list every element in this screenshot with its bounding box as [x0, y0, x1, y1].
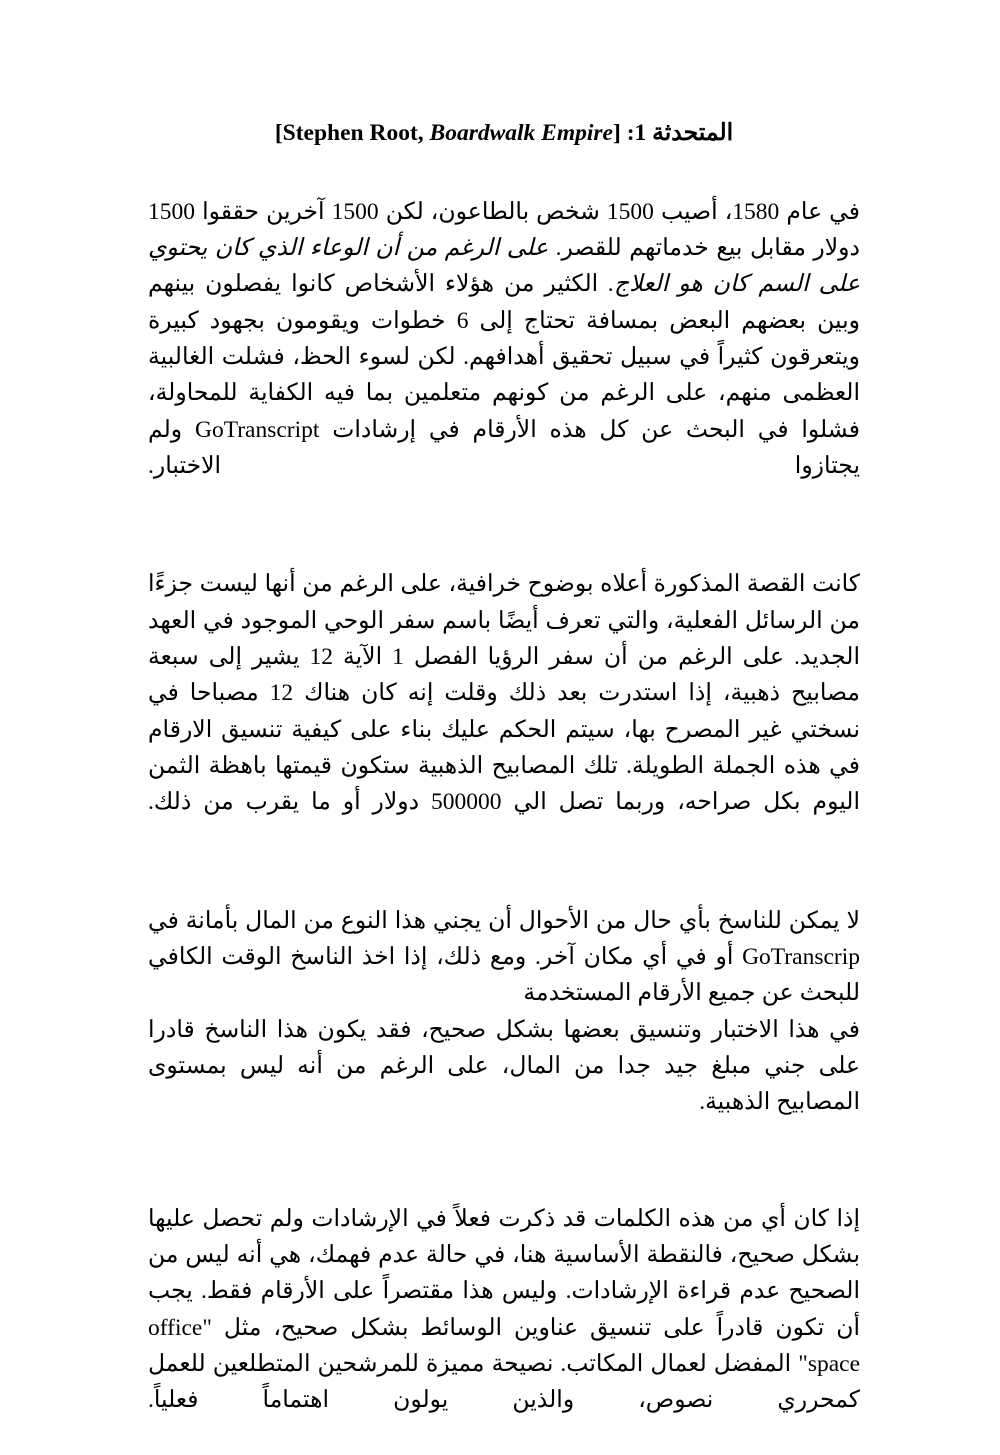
work-title: Boardwalk Empire	[429, 120, 613, 146]
paragraph-3	[148, 903, 860, 1157]
paragraph-1-segment-italic: على الرغم من أن الوعاء الذي كان يحتوي على السم كان هو العلاج.	[148, 235, 860, 298]
speaker-label: المتحدثة 1:	[626, 120, 734, 146]
paragraph-4	[148, 1201, 860, 1455]
paragraph-3-line-2: في هذا الاختبار وتنسيق بعضها بشكل صحيح، فقد يكون هذا الناسخ قادرا على جني مبلغ جيد جدا من المال، على الرغم من أنه ليس بمستوى المصابيح الذهبية.	[148, 1016, 860, 1116]
actor-name: Stephen Root,	[282, 120, 424, 146]
paragraph-2	[148, 566, 860, 856]
paragraph-3-line-1: لا يمكن للناسخ بأي حال من الأحوال أن يجني هذا النوع من المال بأمانة في GoTranscrip أو في أي مكان آخر. ومع ذلك، إذا اخذ الناسخ الوقت الكافي للبحث عن جميع الأرقام المستخدمة	[148, 907, 860, 1007]
paragraph-1-segment-normal-2: الكثير من هؤلاء الأشخاص كانوا يفصلون بينهم وبين بعضهم البعض بمسافة تحتاج إلى 6 خطوات ويقومون بجهود كبيرة ويتعرقون كثيراً في سبيل تحقيق أهدافهم. لكن لسوء الحظ، فشلت الغالبية العظمى منهم، على الرغم من كونهم متعلمين بما فيه الكفاية للمحاولة، فشلوا في البحث عن كل هذه الأرقام في إرشادات GoTranscript ولم يجتازوا الاختبار.	[148, 271, 861, 479]
speaker-heading	[148, 118, 860, 150]
bracket-open: [	[274, 120, 283, 146]
paragraph-4-segment-normal: إذا كان أي من هذه الكلمات قد ذكرت فعلاً في الإرشادات ولم تحصل عليها بشكل صحيح، فالنقطة الأساسية هنا، في حالة عدم فهمك، هي أنه ليس من الصحيح عدم قراءة الإرشادات. وليس هذا مقتصراً على الأرقام فقط. يجب أن تكون قادراً على تنسيق عناوين الوسائط بشكل صحيح، مثل "office space" المفضل لعمال المكاتب. نصيحة مميزة للمرشحين المتطلعين للعمل كمحرري نصوص، والذين يولون اهتماماً فعلياً.	[148, 1205, 860, 1414]
speaker-source-citation	[275, 120, 621, 146]
paragraph-1-segment-normal-1: في عام 1580، أصيب 1500 شخص بالطاعون، لكن 1500 آخرين حققوا 1500 دولار مقابل بيع خدماتهم للقصر.	[148, 198, 860, 262]
paragraph-1	[148, 194, 860, 521]
document-body	[148, 118, 860, 1455]
paragraph-2-segment-normal: كانت القصة المذكورة أعلاه بوضوح خرافية، على الرغم من أنها ليست جزءًا من الرسائل الفعلية، والتي تعرف أيضًا باسم سفر الوحي الموجود في العهد الجديد. على الرغم من أن سفر الرؤيا الفصل 1 الآية 12 يشير إلى سبعة مصابيح ذهبية، إذا استدرت بعد ذلك وقلت إنه كان هناك 12 مصباحا في نسختي غير المصرح بها، سيتم الحكم عليك بناء على كيفية تنسيق الارقام في هذه الجملة الطويلة. تلك المصابيح الذهبية ستكون قيمتها باهظة الثمن اليوم بكل صراحه، وربما تصل الي 500000 دولار أو ما يقرب من ذلك.	[148, 571, 860, 816]
bracket-close: ]	[613, 120, 621, 146]
